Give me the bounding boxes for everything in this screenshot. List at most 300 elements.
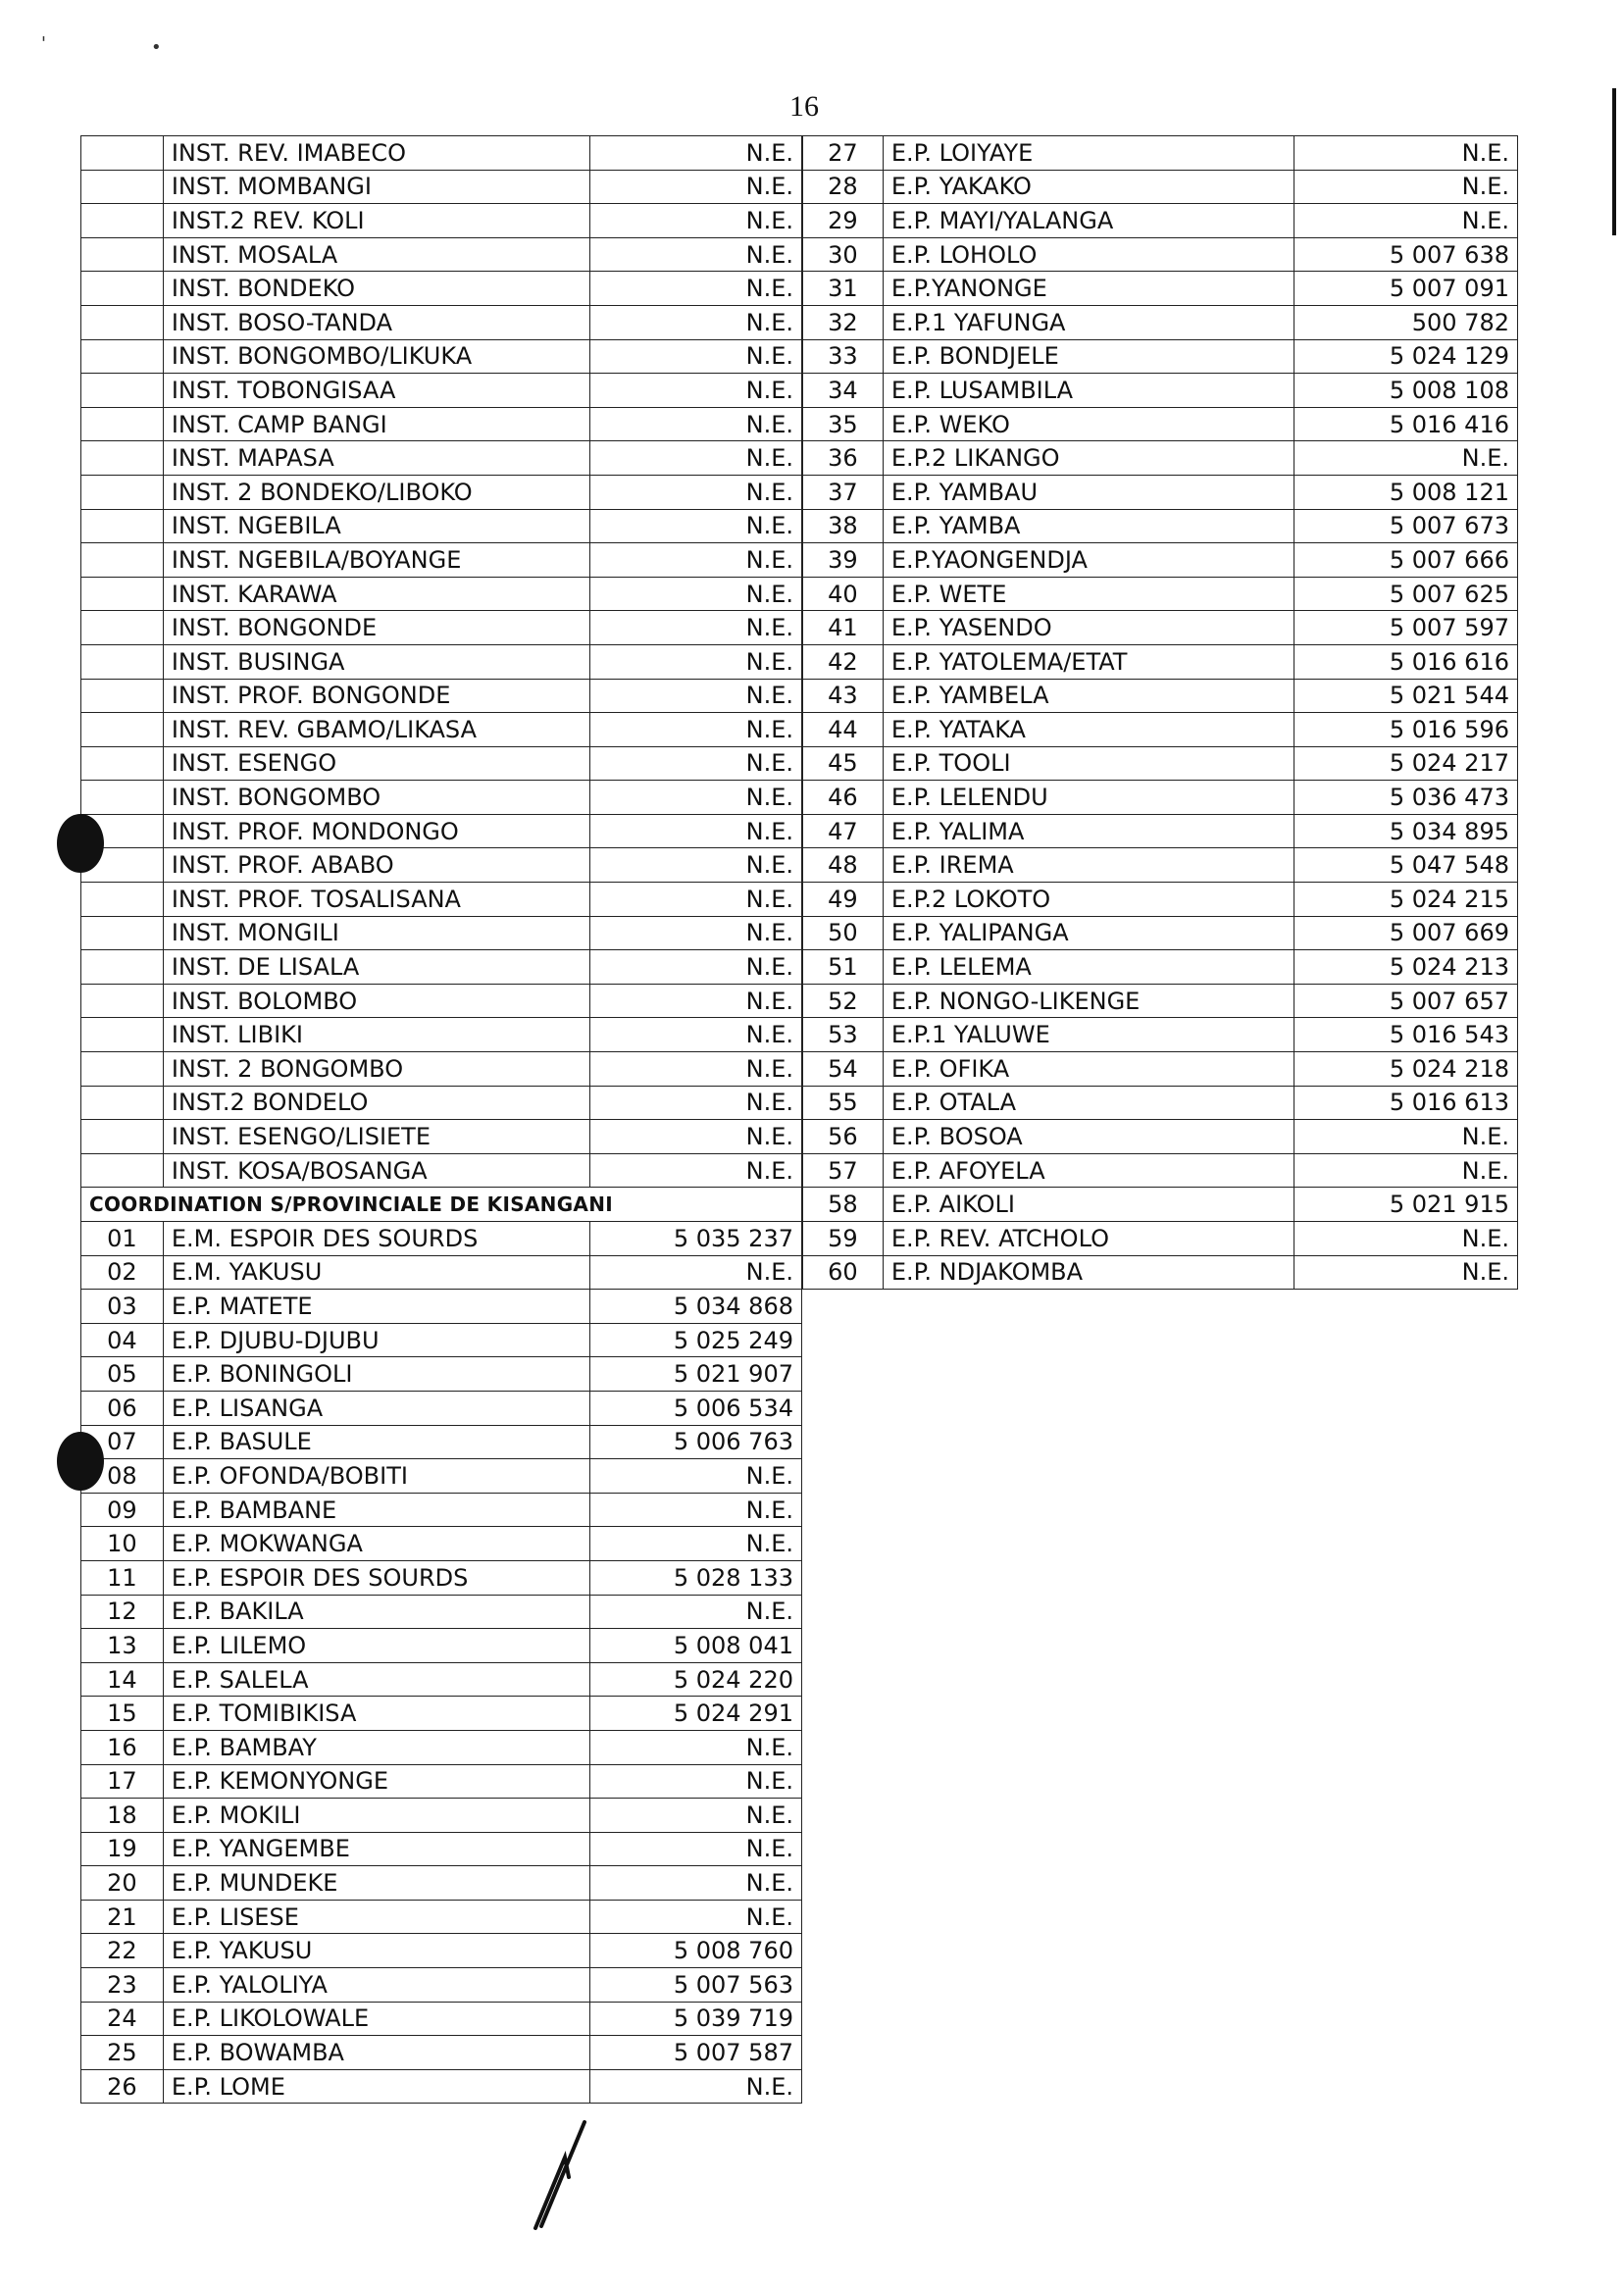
school-name: INST. TOBONGISAA: [163, 374, 590, 408]
school-name: E.M. YAKUSU: [163, 1255, 590, 1290]
row-number: 09: [81, 1493, 164, 1527]
table-row: [81, 916, 802, 950]
table-row: [803, 577, 1518, 611]
row-value: N.E.: [590, 1493, 802, 1527]
school-name: E.P. OFIKA: [883, 1052, 1294, 1087]
page-number: 16: [789, 90, 819, 123]
row-value: N.E.: [1294, 136, 1518, 171]
row-number: [81, 1153, 164, 1188]
row-number: [81, 136, 164, 171]
row-value: 5 007 587: [590, 2036, 802, 2070]
table-row: [803, 883, 1518, 917]
row-value: N.E.: [590, 984, 802, 1018]
school-name: E.P. BOSOA: [883, 1120, 1294, 1154]
table-row: [81, 1662, 802, 1697]
school-name: INST. BONGONDE: [163, 611, 590, 645]
table-row: [803, 1222, 1518, 1256]
school-name: INST. CAMP BANGI: [163, 407, 590, 441]
school-name: E.P. WETE: [883, 577, 1294, 611]
table-row: [803, 475, 1518, 509]
row-number: 58: [803, 1188, 884, 1222]
table-row: [81, 577, 802, 611]
school-name: E.P.1 YAFUNGA: [883, 305, 1294, 339]
table-row: [81, 475, 802, 509]
signature-mark: [528, 2118, 606, 2236]
row-value: 5 034 868: [590, 1290, 802, 1324]
row-value: N.E.: [590, 1086, 802, 1120]
table-row: [81, 746, 802, 781]
row-number: 41: [803, 611, 884, 645]
school-name: E.P. LISESE: [163, 1900, 590, 1934]
table-row: [81, 1255, 802, 1290]
table-row: [81, 1018, 802, 1052]
row-number: [81, 1052, 164, 1087]
row-value: 5 021 907: [590, 1357, 802, 1392]
row-number: [81, 746, 164, 781]
row-number: [81, 170, 164, 204]
row-value: N.E.: [590, 1153, 802, 1188]
row-number: [81, 475, 164, 509]
row-number: [81, 509, 164, 543]
row-value: 5 047 548: [1294, 848, 1518, 883]
school-name: INST. BONGOMBO: [163, 781, 590, 815]
school-name: E.P. OTALA: [883, 1086, 1294, 1120]
school-name: E.P. BAKILA: [163, 1595, 590, 1629]
table-row: [803, 1120, 1518, 1154]
row-value: N.E.: [590, 237, 802, 272]
row-value: 5 034 895: [1294, 814, 1518, 848]
table-row: [803, 1188, 1518, 1222]
row-value: N.E.: [590, 441, 802, 476]
row-value: N.E.: [1294, 1222, 1518, 1256]
row-number: 46: [803, 781, 884, 815]
table-row: [81, 170, 802, 204]
table-row: [81, 2069, 802, 2104]
row-number: 01: [81, 1222, 164, 1256]
row-number: [81, 916, 164, 950]
row-number: 48: [803, 848, 884, 883]
row-value: N.E.: [590, 1052, 802, 1087]
row-number: 45: [803, 746, 884, 781]
row-number: 28: [803, 170, 884, 204]
table-row: [81, 2036, 802, 2070]
row-value: 5 007 625: [1294, 577, 1518, 611]
table-row: [81, 713, 802, 747]
school-name: E.P.YANONGE: [883, 272, 1294, 306]
school-name: E.P. AIKOLI: [883, 1188, 1294, 1222]
school-name: INST. ESENGO/LISIETE: [163, 1120, 590, 1154]
school-name: INST. BONGOMBO/LIKUKA: [163, 339, 590, 374]
row-value: N.E.: [590, 1730, 802, 1764]
school-name: INST. KARAWA: [163, 577, 590, 611]
school-name: E.P. YATOLEMA/ETAT: [883, 644, 1294, 679]
school-name: E.P.2 LOKOTO: [883, 883, 1294, 917]
table-row: [81, 1629, 802, 1663]
table-row: [81, 984, 802, 1018]
table-row: [81, 1391, 802, 1425]
school-name: E.P. LELEMA: [883, 950, 1294, 985]
row-number: 06: [81, 1391, 164, 1425]
row-value: 5 006 534: [590, 1391, 802, 1425]
row-value: N.E.: [590, 679, 802, 713]
table-row: [81, 1697, 802, 1731]
table-row: [803, 543, 1518, 578]
row-number: 07: [81, 1425, 164, 1459]
row-value: 5 007 669: [1294, 916, 1518, 950]
row-number: 02: [81, 1255, 164, 1290]
row-value: N.E.: [590, 781, 802, 815]
school-name: INST. MAPASA: [163, 441, 590, 476]
school-name: E.P. YAKAKO: [883, 170, 1294, 204]
table-row: [81, 1730, 802, 1764]
row-value: 5 024 217: [1294, 746, 1518, 781]
row-value: N.E.: [590, 1832, 802, 1866]
table-row: [803, 746, 1518, 781]
school-name: E.P. TOMIBIKISA: [163, 1697, 590, 1731]
row-number: 15: [81, 1697, 164, 1731]
row-value: 5 007 597: [1294, 611, 1518, 645]
row-number: 24: [81, 2002, 164, 2036]
table-row: [81, 1799, 802, 1833]
row-value: N.E.: [590, 1900, 802, 1934]
school-name: E.P. YAMBAU: [883, 475, 1294, 509]
school-name: INST. ESENGO: [163, 746, 590, 781]
row-value: 5 008 760: [590, 1934, 802, 1968]
row-value: 5 016 613: [1294, 1086, 1518, 1120]
school-name: E.P. YAKUSU: [163, 1934, 590, 1968]
table-row: [803, 644, 1518, 679]
row-number: 35: [803, 407, 884, 441]
row-number: [81, 407, 164, 441]
row-number: [81, 339, 164, 374]
row-number: 08: [81, 1459, 164, 1494]
row-value: N.E.: [590, 611, 802, 645]
row-number: [81, 1018, 164, 1052]
table-row: [81, 950, 802, 985]
punch-hole: [57, 1432, 104, 1491]
school-name: E.P. LOME: [163, 2069, 590, 2104]
row-number: [81, 713, 164, 747]
row-value: N.E.: [590, 1764, 802, 1799]
row-number: 33: [803, 339, 884, 374]
row-value: 5 016 416: [1294, 407, 1518, 441]
school-name: E.P. YALIMA: [883, 814, 1294, 848]
row-number: 47: [803, 814, 884, 848]
row-value: N.E.: [590, 407, 802, 441]
school-name: E.P. NDJAKOMBA: [883, 1255, 1294, 1290]
table-row: [803, 679, 1518, 713]
row-value: N.E.: [590, 2069, 802, 2104]
table-row: [81, 1764, 802, 1799]
row-value: 5 035 237: [590, 1222, 802, 1256]
table-row: [81, 814, 802, 848]
table-row: [81, 374, 802, 408]
row-value: N.E.: [590, 543, 802, 578]
row-value: N.E.: [590, 1120, 802, 1154]
table-row: [803, 781, 1518, 815]
table-row: [81, 407, 802, 441]
scan-edge-mark: [1612, 88, 1616, 235]
table-row: [803, 1018, 1518, 1052]
school-name: INST. LIBIKI: [163, 1018, 590, 1052]
table-row: [81, 848, 802, 883]
row-number: 44: [803, 713, 884, 747]
table-row: [81, 1866, 802, 1901]
table-row: [81, 1459, 802, 1494]
row-number: 22: [81, 1934, 164, 1968]
row-number: 38: [803, 509, 884, 543]
school-name: E.P. MAYI/YALANGA: [883, 204, 1294, 238]
table-row: [81, 441, 802, 476]
table-row: [803, 441, 1518, 476]
table-row: [803, 1153, 1518, 1188]
table-row: [803, 916, 1518, 950]
row-value: 5 021 915: [1294, 1188, 1518, 1222]
school-name: INST.2 BONDELO: [163, 1086, 590, 1120]
table-row: [803, 713, 1518, 747]
row-value: 5 007 673: [1294, 509, 1518, 543]
table-row: [81, 644, 802, 679]
row-number: 05: [81, 1357, 164, 1392]
row-number: 21: [81, 1900, 164, 1934]
school-name: INST. BUSINGA: [163, 644, 590, 679]
row-number: 49: [803, 883, 884, 917]
row-value: 5 025 249: [590, 1323, 802, 1357]
row-number: [81, 272, 164, 306]
row-value: N.E.: [590, 305, 802, 339]
table-row: [81, 204, 802, 238]
school-name: INST. MOSALA: [163, 237, 590, 272]
table-row: [803, 1086, 1518, 1120]
row-value: N.E.: [590, 204, 802, 238]
row-number: 31: [803, 272, 884, 306]
school-name: E.P. ESPOIR DES SOURDS: [163, 1560, 590, 1595]
row-number: [81, 644, 164, 679]
school-name: INST. PROF. MONDONGO: [163, 814, 590, 848]
school-name: E.P. LOHOLO: [883, 237, 1294, 272]
school-name: INST. MOMBANGI: [163, 170, 590, 204]
row-value: N.E.: [1294, 1153, 1518, 1188]
row-number: 27: [803, 136, 884, 171]
row-value: 5 036 473: [1294, 781, 1518, 815]
row-number: [81, 237, 164, 272]
row-value: N.E.: [1294, 1120, 1518, 1154]
row-value: 5 024 129: [1294, 339, 1518, 374]
row-value: 5 024 218: [1294, 1052, 1518, 1087]
school-name: INST. REV. GBAMO/LIKASA: [163, 713, 590, 747]
row-value: 5 024 213: [1294, 950, 1518, 985]
table-row: [803, 204, 1518, 238]
row-number: 18: [81, 1799, 164, 1833]
row-value: N.E.: [590, 1255, 802, 1290]
punch-hole: [57, 814, 104, 873]
row-value: 5 039 719: [590, 2002, 802, 2036]
row-value: 5 024 291: [590, 1697, 802, 1731]
table-row: [81, 1120, 802, 1154]
row-value: 5 006 763: [590, 1425, 802, 1459]
table-row: [803, 611, 1518, 645]
row-value: N.E.: [590, 883, 802, 917]
table-row: [81, 1153, 802, 1188]
row-value: N.E.: [590, 644, 802, 679]
row-number: 32: [803, 305, 884, 339]
school-name: E.P. YALOLIYA: [163, 1968, 590, 2003]
table-row: [81, 1832, 802, 1866]
school-name: E.P. YALIPANGA: [883, 916, 1294, 950]
row-value: N.E.: [590, 848, 802, 883]
row-number: [81, 984, 164, 1018]
table-row: [81, 1968, 802, 2003]
table-row: [81, 1290, 802, 1324]
row-number: 04: [81, 1323, 164, 1357]
row-number: 14: [81, 1662, 164, 1697]
school-name: INST. BOLOMBO: [163, 984, 590, 1018]
school-name: INST. BOSO-TANDA: [163, 305, 590, 339]
school-name: E.P. NONGO-LIKENGE: [883, 984, 1294, 1018]
table-row: [81, 1595, 802, 1629]
table-row: [803, 136, 1518, 171]
table-row: [803, 339, 1518, 374]
school-name: E.P. BONINGOLI: [163, 1357, 590, 1392]
row-value: N.E.: [1294, 1255, 1518, 1290]
row-number: 59: [803, 1222, 884, 1256]
table-row: [81, 1425, 802, 1459]
row-value: 5 008 121: [1294, 475, 1518, 509]
row-value: N.E.: [590, 509, 802, 543]
row-number: 34: [803, 374, 884, 408]
row-number: [81, 1120, 164, 1154]
row-value: N.E.: [590, 170, 802, 204]
row-value: N.E.: [590, 1595, 802, 1629]
table-row: [803, 1255, 1518, 1290]
row-number: 12: [81, 1595, 164, 1629]
row-value: 5 007 563: [590, 1968, 802, 2003]
row-number: 29: [803, 204, 884, 238]
table-row: [81, 679, 802, 713]
table-row: [803, 407, 1518, 441]
school-name: E.P. MOKWANGA: [163, 1527, 590, 1561]
row-number: 56: [803, 1120, 884, 1154]
row-value: 5 021 544: [1294, 679, 1518, 713]
school-name: E.P. BOWAMBA: [163, 2036, 590, 2070]
stray-mark: •: [151, 37, 162, 58]
table-row: [81, 1052, 802, 1087]
row-number: [81, 679, 164, 713]
school-name: E.P. YANGEMBE: [163, 1832, 590, 1866]
table-row: [803, 272, 1518, 306]
school-name: E.P. OFONDA/BOBITI: [163, 1459, 590, 1494]
row-number: 19: [81, 1832, 164, 1866]
row-number: 03: [81, 1290, 164, 1324]
row-number: 53: [803, 1018, 884, 1052]
table-row: [81, 1086, 802, 1120]
row-value: N.E.: [590, 1799, 802, 1833]
table-row: [81, 1493, 802, 1527]
school-name: INST. KOSA/BOSANGA: [163, 1153, 590, 1188]
table-row: [81, 611, 802, 645]
row-number: 60: [803, 1255, 884, 1290]
school-name: E.P. BAMBAY: [163, 1730, 590, 1764]
school-name: INST. NGEBILA/BOYANGE: [163, 543, 590, 578]
school-name: E.P. MOKILI: [163, 1799, 590, 1833]
table-row: [803, 848, 1518, 883]
row-number: 13: [81, 1629, 164, 1663]
row-number: [81, 611, 164, 645]
left-table: [80, 135, 802, 2104]
row-value: N.E.: [590, 136, 802, 171]
table-row: [81, 1357, 802, 1392]
section-header: COORDINATION S/PROVINCIALE DE KISANGANI: [81, 1188, 802, 1222]
school-name: E.P.1 YALUWE: [883, 1018, 1294, 1052]
school-name: INST. BONDEKO: [163, 272, 590, 306]
row-number: 26: [81, 2069, 164, 2104]
school-name: E.P. IREMA: [883, 848, 1294, 883]
row-value: 5 016 616: [1294, 644, 1518, 679]
row-number: 37: [803, 475, 884, 509]
row-value: N.E.: [590, 339, 802, 374]
row-number: [81, 577, 164, 611]
row-number: 42: [803, 644, 884, 679]
row-value: N.E.: [590, 272, 802, 306]
school-name: INST. PROF. TOSALISANA: [163, 883, 590, 917]
row-number: 23: [81, 1968, 164, 2003]
row-value: 5 008 108: [1294, 374, 1518, 408]
school-name: E.P. MUNDEKE: [163, 1866, 590, 1901]
row-number: 39: [803, 543, 884, 578]
school-name: E.P. YASENDO: [883, 611, 1294, 645]
school-name: E.P. LOIYAYE: [883, 136, 1294, 171]
table-row: [81, 1222, 802, 1256]
row-value: 5 008 041: [590, 1629, 802, 1663]
table-row: [803, 237, 1518, 272]
table-row: [803, 1052, 1518, 1087]
table-row: [81, 339, 802, 374]
row-number: [81, 781, 164, 815]
row-value: 5 024 215: [1294, 883, 1518, 917]
row-value: N.E.: [590, 814, 802, 848]
school-name: INST. 2 BONDEKO/LIBOKO: [163, 475, 590, 509]
school-name: E.P. YAMBELA: [883, 679, 1294, 713]
row-value: N.E.: [590, 374, 802, 408]
table-row: [803, 950, 1518, 985]
row-value: 5 007 666: [1294, 543, 1518, 578]
row-number: 17: [81, 1764, 164, 1799]
table-row: [81, 1527, 802, 1561]
table-row: [81, 781, 802, 815]
school-name: E.P. REV. ATCHOLO: [883, 1222, 1294, 1256]
school-name: INST. PROF. BONGONDE: [163, 679, 590, 713]
row-number: [81, 543, 164, 578]
school-name: INST. NGEBILA: [163, 509, 590, 543]
row-number: 40: [803, 577, 884, 611]
row-number: 51: [803, 950, 884, 985]
row-value: 5 007 657: [1294, 984, 1518, 1018]
section-header-row: [81, 1188, 802, 1222]
right-table: [802, 135, 1518, 1290]
table-row: [81, 2002, 802, 2036]
row-value: N.E.: [590, 1459, 802, 1494]
row-value: N.E.: [590, 916, 802, 950]
school-name: E.P. LUSAMBILA: [883, 374, 1294, 408]
row-number: 55: [803, 1086, 884, 1120]
row-number: 16: [81, 1730, 164, 1764]
row-value: N.E.: [590, 713, 802, 747]
row-value: N.E.: [1294, 204, 1518, 238]
school-name: E.P. BONDJELE: [883, 339, 1294, 374]
row-number: 52: [803, 984, 884, 1018]
school-name: E.P. LILEMO: [163, 1629, 590, 1663]
school-name: E.P. LISANGA: [163, 1391, 590, 1425]
